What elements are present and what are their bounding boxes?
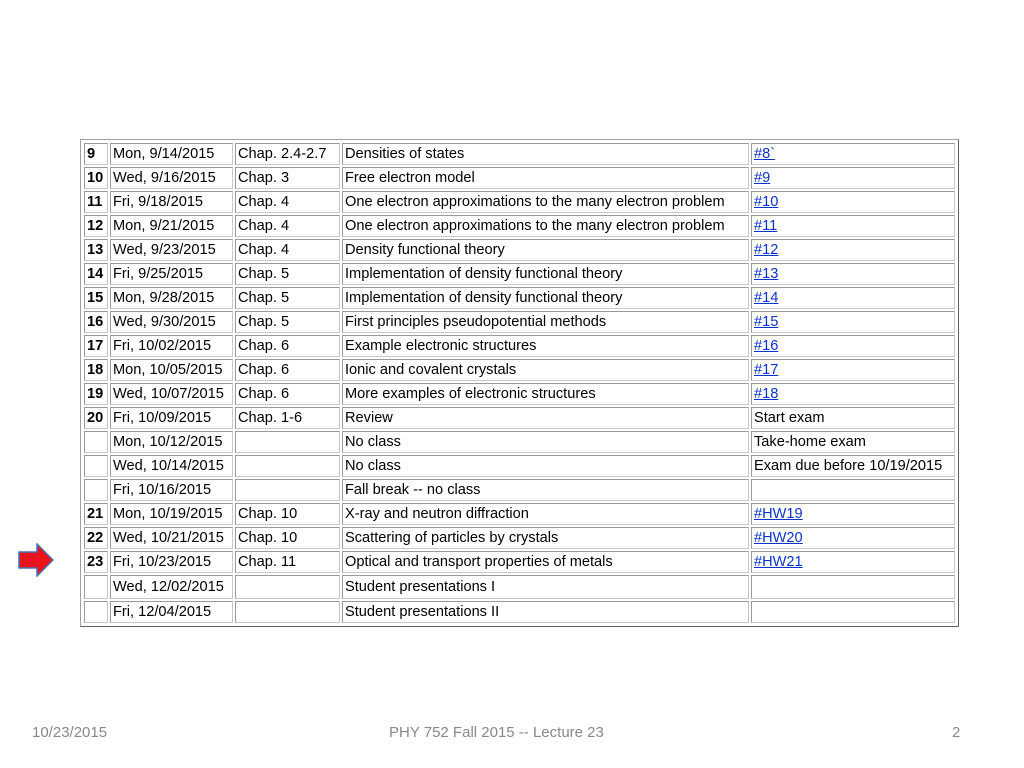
chapter-cell [235,601,340,623]
homework-link[interactable]: #18 [754,385,779,402]
homework-cell [751,311,955,333]
date-cell: Mon, 9/28/2015 [110,287,233,309]
table-row [84,263,955,285]
chapter-cell: Chap. 1-6 [235,407,340,429]
topic-cell: X-ray and neutron diffraction [342,503,749,525]
chapter-cell: Chap. 2.4-2.7 [235,143,340,165]
lecture-number-cell: 12 [84,215,108,237]
lecture-number-cell: 18 [84,359,108,381]
chapter-cell: Chap. 10 [235,503,340,525]
topic-cell: Review [342,407,749,429]
topic-cell: Implementation of density functional theory [342,263,749,285]
chapter-cell: Chap. 11 [235,551,340,573]
date-cell: Fri, 12/04/2015 [110,601,233,623]
schedule-table-body [84,143,955,623]
page-number: 2 [952,724,961,741]
table-row [84,167,955,189]
topic-cell: Implementation of density functional theory [342,287,749,309]
chapter-cell [235,479,340,501]
date-cell: Fri, 10/16/2015 [110,479,233,501]
homework-cell [751,527,955,549]
table-row [84,143,955,165]
table-row [84,431,955,453]
footer-date: 10/23/2015 [32,724,108,741]
topic-cell: No class [342,455,749,477]
homework-cell [751,239,955,261]
chapter-cell: Chap. 6 [235,383,340,405]
topic-cell: One electron approximations to the many electron problem [342,191,749,213]
topic-cell: More examples of electronic structures [342,383,749,405]
topic-cell: Optical and transport properties of metals [342,551,749,573]
lecture-number-cell: 22 [84,527,108,549]
homework-cell [751,551,955,573]
chapter-cell: Chap. 6 [235,335,340,357]
schedule-table-container [80,139,959,627]
table-row [84,311,955,333]
homework-cell: Exam due before 10/19/2015 [751,455,955,477]
chapter-cell: Chap. 10 [235,527,340,549]
homework-cell [751,287,955,309]
right-arrow-icon [18,543,54,577]
table-row [84,527,955,549]
chapter-cell: Chap. 4 [235,239,340,261]
table-row [84,575,955,599]
lecture-number-cell: 19 [84,383,108,405]
lecture-number-cell [84,575,108,599]
topic-cell: Student presentations I [342,575,749,599]
homework-cell [751,143,955,165]
homework-cell [751,601,955,623]
lecture-number-cell: 17 [84,335,108,357]
lecture-number-cell: 9 [84,143,108,165]
topic-cell: No class [342,431,749,453]
homework-link[interactable]: #14 [754,289,779,306]
homework-cell: Take-home exam [751,431,955,453]
chapter-cell: Chap. 3 [235,167,340,189]
chapter-cell [235,431,340,453]
topic-cell: First principles pseudopotential methods [342,311,749,333]
lecture-number-cell: 16 [84,311,108,333]
table-row [84,383,955,405]
date-cell: Wed, 9/16/2015 [110,167,233,189]
homework-cell [751,383,955,405]
table-row [84,407,955,429]
lecture-number-cell [84,601,108,623]
homework-link[interactable]: #13 [754,265,779,282]
table-row [84,455,955,477]
table-row [84,359,955,381]
table-row [84,239,955,261]
topic-cell: Example electronic structures [342,335,749,357]
homework-cell [751,479,955,501]
date-cell: Wed, 9/23/2015 [110,239,233,261]
homework-link[interactable]: #8` [754,145,776,162]
date-cell: Wed, 10/21/2015 [110,527,233,549]
lecture-number-cell: 21 [84,503,108,525]
lecture-number-cell [84,431,108,453]
homework-cell [751,263,955,285]
chapter-cell: Chap. 5 [235,263,340,285]
homework-link[interactable]: #15 [754,313,779,330]
chapter-cell: Chap. 5 [235,311,340,333]
homework-link[interactable]: #17 [754,361,779,378]
footer-title: PHY 752 Fall 2015 -- Lecture 23 [389,724,604,741]
topic-cell: Fall break -- no class [342,479,749,501]
table-row [84,551,955,573]
date-cell: Fri, 9/18/2015 [110,191,233,213]
lecture-number-cell: 20 [84,407,108,429]
table-row [84,601,955,623]
topic-cell: Free electron model [342,167,749,189]
homework-cell [751,215,955,237]
homework-link[interactable]: #9 [754,169,771,186]
date-cell: Wed, 12/02/2015 [110,575,233,599]
homework-link[interactable]: #16 [754,337,779,354]
date-cell: Mon, 10/12/2015 [110,431,233,453]
topic-cell: One electron approximations to the many electron problem [342,215,749,237]
lecture-number-cell: 14 [84,263,108,285]
date-cell: Mon, 10/19/2015 [110,503,233,525]
homework-link[interactable]: #HW20 [754,529,803,546]
topic-cell: Densities of states [342,143,749,165]
homework-link[interactable]: #11 [754,217,778,234]
lecture-number-cell: 13 [84,239,108,261]
date-cell: Fri, 9/25/2015 [110,263,233,285]
chapter-cell: Chap. 6 [235,359,340,381]
homework-link[interactable]: #HW19 [754,505,803,522]
lecture-number-cell: 15 [84,287,108,309]
lecture-number-cell: 10 [84,167,108,189]
homework-cell [751,359,955,381]
chapter-cell: Chap. 5 [235,287,340,309]
table-row [84,287,955,309]
table-row [84,191,955,213]
date-cell: Fri, 10/09/2015 [110,407,233,429]
topic-cell: Scattering of particles by crystals [342,527,749,549]
topic-cell: Density functional theory [342,239,749,261]
date-cell: Fri, 10/02/2015 [110,335,233,357]
homework-link[interactable]: #10 [754,193,779,210]
topic-cell: Ionic and covalent crystals [342,359,749,381]
date-cell: Wed, 10/14/2015 [110,455,233,477]
table-row [84,503,955,525]
lecture-number-cell [84,455,108,477]
date-cell: Mon, 10/05/2015 [110,359,233,381]
chapter-cell [235,575,340,599]
table-row [84,335,955,357]
homework-cell [751,335,955,357]
date-cell: Fri, 10/23/2015 [110,551,233,573]
homework-link[interactable]: #12 [754,241,779,258]
homework-cell [751,167,955,189]
lecture-number-cell [84,479,108,501]
chapter-cell [235,455,340,477]
date-cell: Wed, 9/30/2015 [110,311,233,333]
lecture-number-cell: 23 [84,551,108,573]
schedule-table [82,141,957,625]
date-cell: Mon, 9/21/2015 [110,215,233,237]
homework-cell [751,503,955,525]
chapter-cell: Chap. 4 [235,191,340,213]
table-row [84,215,955,237]
lecture-number-cell: 11 [84,191,108,213]
chapter-cell: Chap. 4 [235,215,340,237]
topic-cell: Student presentations II [342,601,749,623]
homework-cell [751,575,955,599]
homework-cell: Start exam [751,407,955,429]
homework-cell [751,191,955,213]
table-row [84,479,955,501]
homework-link[interactable]: #HW21 [754,553,803,570]
date-cell: Wed, 10/07/2015 [110,383,233,405]
date-cell: Mon, 9/14/2015 [110,143,233,165]
